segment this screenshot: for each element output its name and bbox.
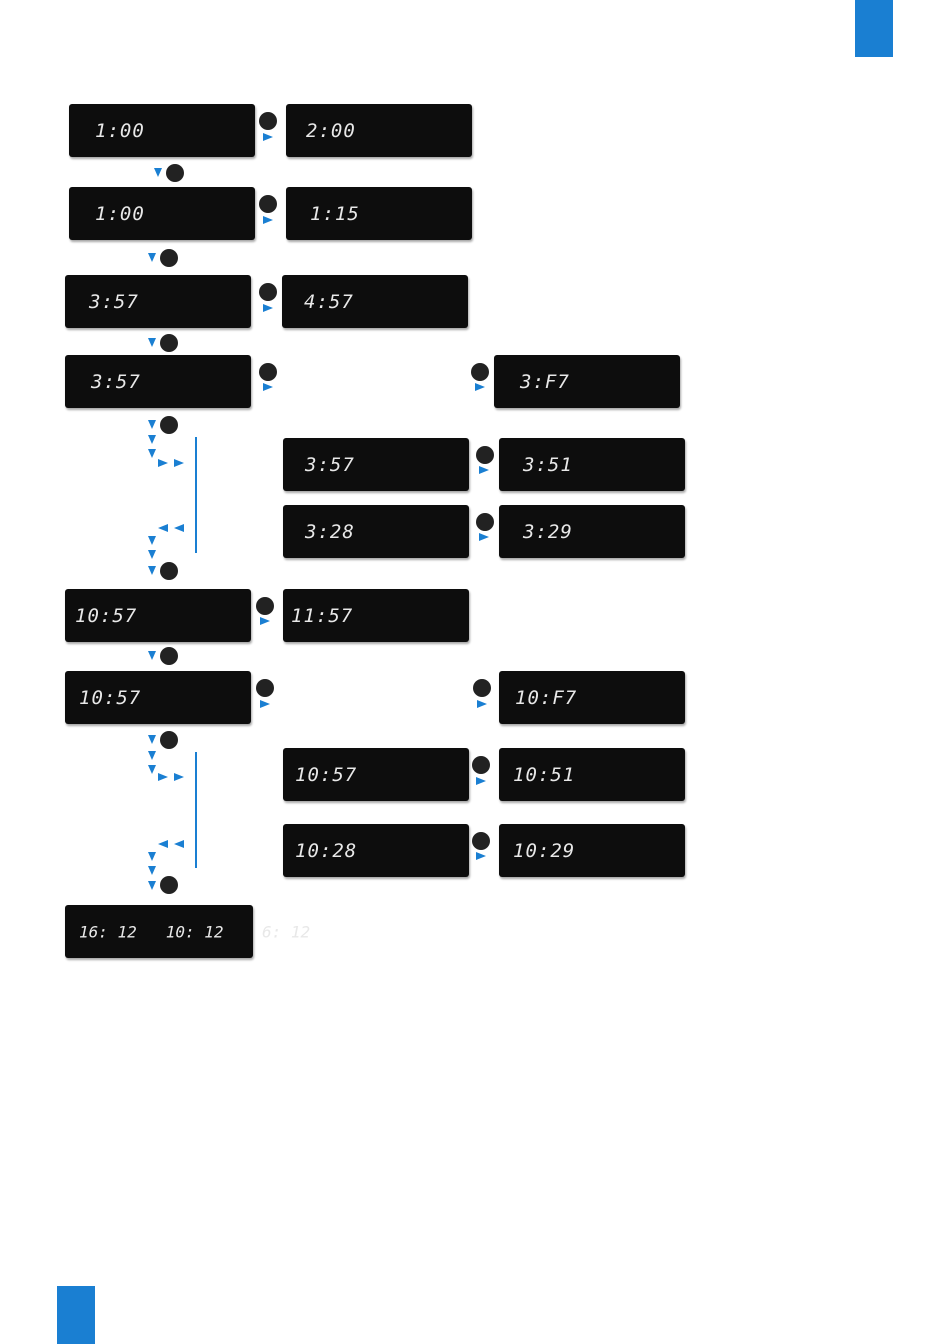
- display-text: 11:57: [291, 604, 354, 627]
- page-tab-top: [855, 0, 893, 57]
- display-fourth-digit-after: [499, 505, 685, 558]
- right-arrow-icon: [477, 700, 487, 708]
- display-fourth-digit2-after: [499, 824, 685, 877]
- step-dot: [259, 195, 277, 213]
- step-dot: [256, 597, 274, 615]
- display-fourth-digit2-before: [283, 824, 469, 877]
- right-arrow-icon: [263, 383, 273, 391]
- display-text: 3:28: [305, 520, 355, 543]
- display-text: 16: 12 10: 12 6: 12: [79, 922, 311, 941]
- step-dot: [259, 363, 277, 381]
- step-dot: [259, 112, 277, 130]
- step-dot: [472, 832, 490, 850]
- right-arrow-icon: [260, 617, 270, 625]
- right-arrow-icon: [476, 852, 486, 860]
- down-arrow-icon: [148, 881, 156, 890]
- display-third-digit-after: [499, 438, 685, 491]
- display-text: 1:00: [95, 119, 145, 142]
- display-second-digit2-alt: [499, 671, 685, 724]
- display-text: 3:57: [305, 453, 355, 476]
- display-text: 2:00: [306, 119, 356, 142]
- step-dot: [160, 416, 178, 434]
- step-dot: [472, 756, 490, 774]
- down-arrow-icon: [148, 852, 156, 861]
- page-tab-bottom: [57, 1286, 95, 1344]
- right-arrow-icon: [158, 459, 168, 467]
- step-dot: [160, 562, 178, 580]
- down-arrow-icon: [148, 651, 156, 660]
- down-arrow-icon: [148, 735, 156, 744]
- down-arrow-icon: [148, 449, 156, 458]
- display-third-digit2-before: [283, 748, 469, 801]
- display-text: 10:57: [75, 604, 138, 627]
- step-dot: [256, 679, 274, 697]
- display-hour2-after: [283, 589, 469, 642]
- display-text: 10:57: [79, 686, 142, 709]
- display-second-digit-before: [65, 355, 251, 408]
- right-arrow-icon: [174, 773, 184, 781]
- display-text: 10:57: [295, 763, 358, 786]
- step-dot: [259, 283, 277, 301]
- right-arrow-icon: [263, 304, 273, 312]
- step-dot: [160, 334, 178, 352]
- display-text: 3:51: [523, 453, 573, 476]
- down-arrow-icon: [154, 168, 162, 177]
- step-dot: [473, 679, 491, 697]
- display-hour2-before: [65, 589, 251, 642]
- down-arrow-icon: [148, 866, 156, 875]
- left-arrow-icon: [158, 524, 168, 532]
- down-arrow-icon: [148, 435, 156, 444]
- display-second-digit2-before: [65, 671, 251, 724]
- step-dot: [160, 249, 178, 267]
- down-arrow-icon: [148, 253, 156, 262]
- step-dot: [166, 164, 184, 182]
- display-text: 3:57: [89, 290, 139, 313]
- right-arrow-icon: [476, 777, 486, 785]
- left-arrow-icon: [174, 524, 184, 532]
- right-arrow-icon: [260, 700, 270, 708]
- right-arrow-icon: [475, 383, 485, 391]
- display-second-digit-alt: [494, 355, 680, 408]
- right-arrow-icon: [479, 533, 489, 541]
- down-arrow-icon: [148, 338, 156, 347]
- display-text: 10:F7: [515, 686, 578, 709]
- down-arrow-icon: [148, 751, 156, 760]
- loop-line: [195, 752, 197, 868]
- display-text: 3:57: [91, 370, 141, 393]
- display-minute-after: [286, 187, 472, 240]
- display-text: 1:00: [95, 202, 145, 225]
- display-minute-before: [69, 187, 255, 240]
- display-third-digit-before: [283, 438, 469, 491]
- step-dot: [476, 513, 494, 531]
- down-arrow-icon: [148, 550, 156, 559]
- display-first-digit-after: [282, 275, 468, 328]
- down-arrow-icon: [148, 765, 156, 774]
- step-dot: [160, 876, 178, 894]
- down-arrow-icon: [148, 420, 156, 429]
- display-text: 4:57: [304, 290, 354, 313]
- down-arrow-icon: [148, 566, 156, 575]
- display-text: 3:F7: [520, 370, 570, 393]
- display-text: 10:51: [513, 763, 576, 786]
- display-text: 1:15: [310, 202, 360, 225]
- right-arrow-icon: [263, 133, 273, 141]
- right-arrow-icon: [158, 773, 168, 781]
- left-arrow-icon: [174, 840, 184, 848]
- display-text: 10:28: [295, 839, 358, 862]
- display-third-digit2-after: [499, 748, 685, 801]
- display-text: 10:29: [513, 839, 576, 862]
- display-first-digit-before: [65, 275, 251, 328]
- display-text: 3:29: [523, 520, 573, 543]
- display-final-times: [65, 905, 311, 958]
- display-fourth-digit-before: [283, 505, 469, 558]
- step-dot: [471, 363, 489, 381]
- left-arrow-icon: [158, 840, 168, 848]
- step-dot: [160, 647, 178, 665]
- right-arrow-icon: [263, 216, 273, 224]
- step-dot: [160, 731, 178, 749]
- down-arrow-icon: [148, 536, 156, 545]
- right-arrow-icon: [174, 459, 184, 467]
- loop-line: [195, 437, 197, 553]
- display-hour-before: [69, 104, 255, 157]
- right-arrow-icon: [479, 466, 489, 474]
- step-dot: [476, 446, 494, 464]
- display-hour-after: [286, 104, 472, 157]
